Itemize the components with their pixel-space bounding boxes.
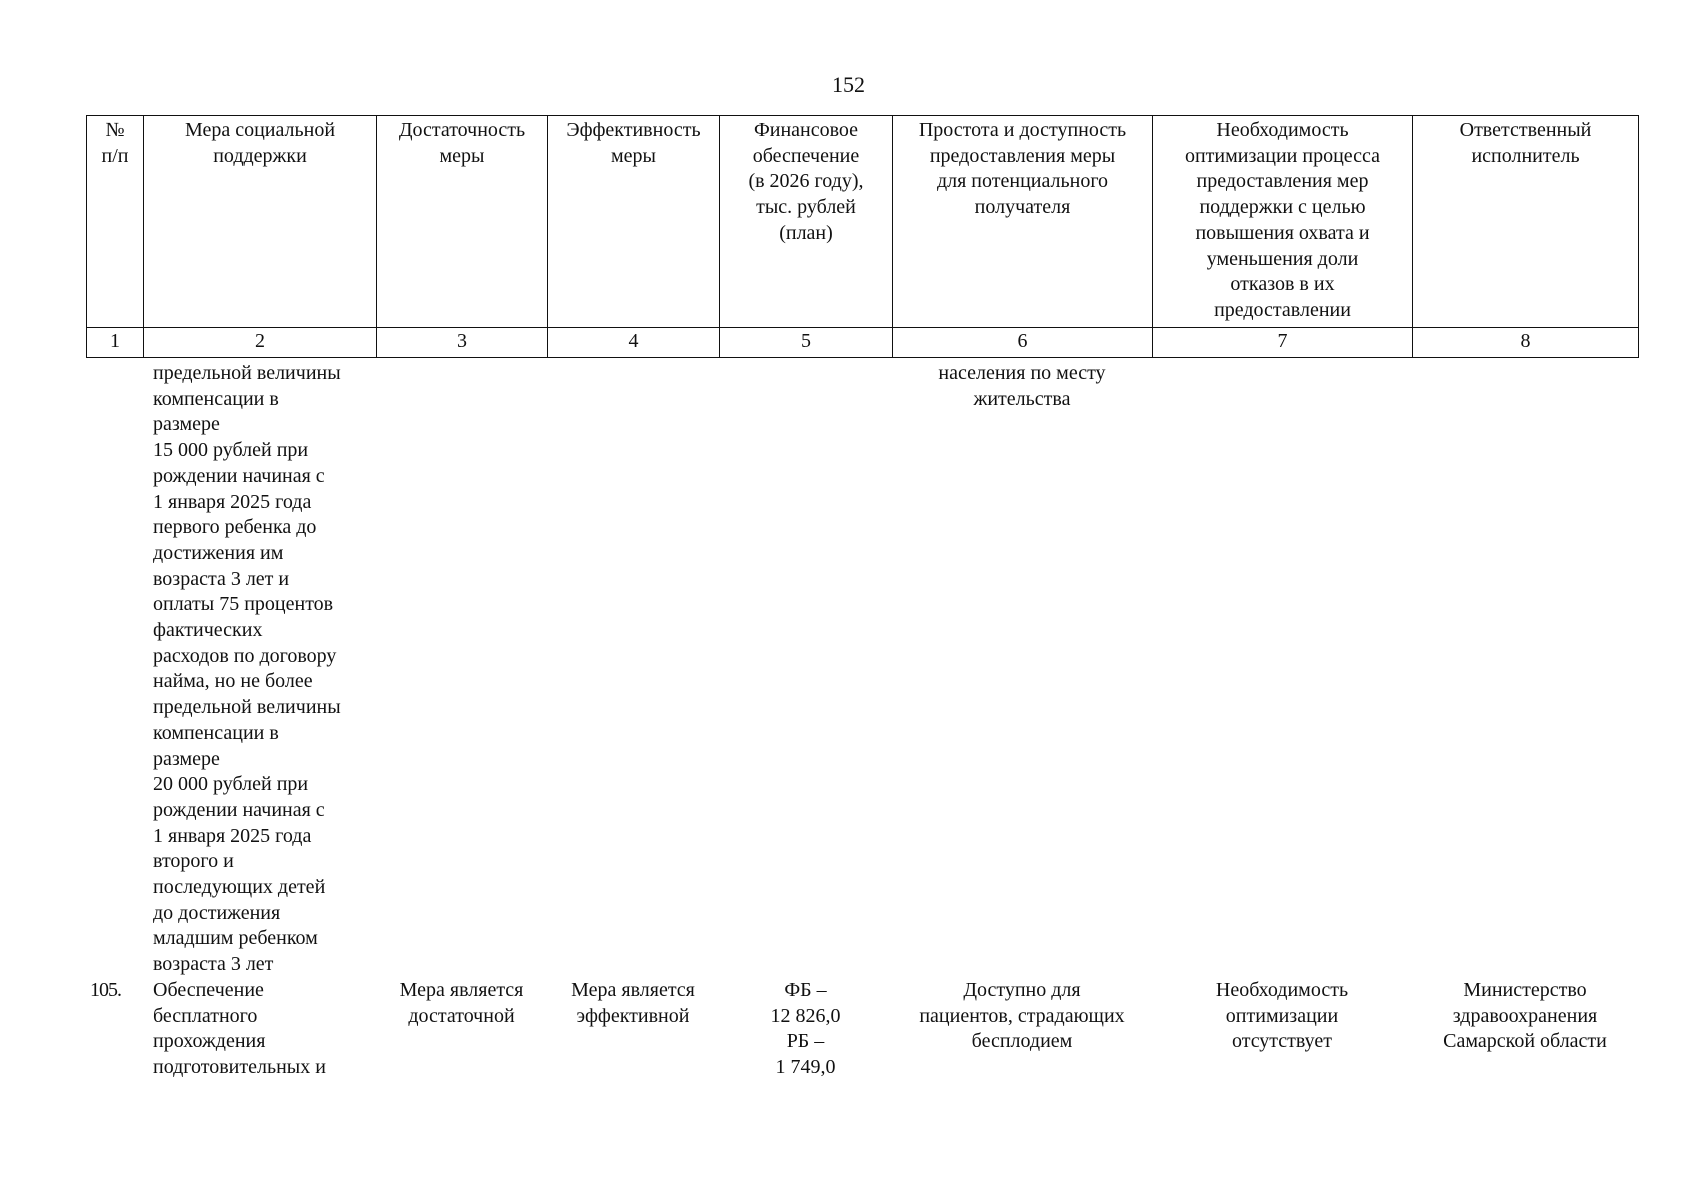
table-row bbox=[86, 978, 1638, 1081]
table-body bbox=[86, 361, 1638, 1081]
header-cell-sufficiency: Достаточность меры bbox=[377, 116, 548, 328]
column-number: 6 bbox=[893, 328, 1153, 358]
header-cell-financing: Финансовое обеспечение (в 2026 году), тыс. рублей (план) bbox=[720, 116, 893, 328]
page-number: 152 bbox=[832, 72, 865, 97]
executor-text: Министерство здравоохранения Самарской области bbox=[1443, 978, 1607, 1053]
column-number: 3 bbox=[377, 328, 548, 358]
executor-text bbox=[1412, 361, 1638, 978]
measure-text: Обеспечение бесплатного прохождения подготовительных и bbox=[153, 978, 326, 1078]
header-cell-accessibility: Простота и доступность предоставления меры для потенциального получателя bbox=[893, 116, 1153, 328]
header-row bbox=[87, 116, 1639, 328]
effectiveness-text: Мера является эффективной bbox=[571, 978, 695, 1027]
column-number-row bbox=[87, 328, 1639, 358]
column-number: 7 bbox=[1153, 328, 1413, 358]
column-number: 2 bbox=[144, 328, 377, 358]
header-cell-effectiveness: Эффективность меры bbox=[548, 116, 720, 328]
effectiveness-text bbox=[547, 361, 719, 978]
header-cell-number: № п/п bbox=[87, 116, 144, 328]
header-cell-optimization: Необходимость оптимизации процесса предоставления мер поддержки с целью повышения охвата и уменьшения доли отказов в их предоставлении bbox=[1153, 116, 1413, 328]
column-number: 4 bbox=[548, 328, 720, 358]
table-header bbox=[86, 115, 1639, 358]
header-cell-measure: Мера социальной поддержки bbox=[144, 116, 377, 328]
accessibility-text: Доступно для пациентов, страдающих бесплодием bbox=[919, 978, 1125, 1053]
continuation-row bbox=[86, 361, 1638, 978]
column-number: 5 bbox=[720, 328, 893, 358]
header-cell-executor: Ответственный исполнитель bbox=[1413, 116, 1639, 328]
financing-text bbox=[719, 361, 892, 978]
column-number: 1 bbox=[87, 328, 144, 358]
row-number bbox=[86, 361, 143, 978]
optimization-text bbox=[1152, 361, 1412, 978]
sufficiency-text bbox=[376, 361, 547, 978]
measure-text: предельной величины компенсации в размере 15 000 рублей при рождении начиная с 1 января 2025 года первого ребенка до достижения им возраста 3 лет и оплаты 75 процентов фактических расходов по договору найма, но не более предельной величины компенсации в размере 20 000 рублей при рождении начиная с 1 января 2025 года второго и последующих детей до достижения младшим ребенком возраста 3 лет bbox=[153, 362, 341, 976]
financing-text: ФБ – 12 826,0 РБ – 1 749,0 bbox=[770, 978, 841, 1078]
accessibility-text: населения по месту жительства bbox=[938, 362, 1106, 410]
optimization-text: Необходимость оптимизации отсутствует bbox=[1215, 978, 1349, 1053]
row-number: 105. bbox=[90, 978, 121, 1001]
sufficiency-text: Мера является достаточной bbox=[399, 978, 524, 1027]
column-number: 8 bbox=[1413, 328, 1639, 358]
